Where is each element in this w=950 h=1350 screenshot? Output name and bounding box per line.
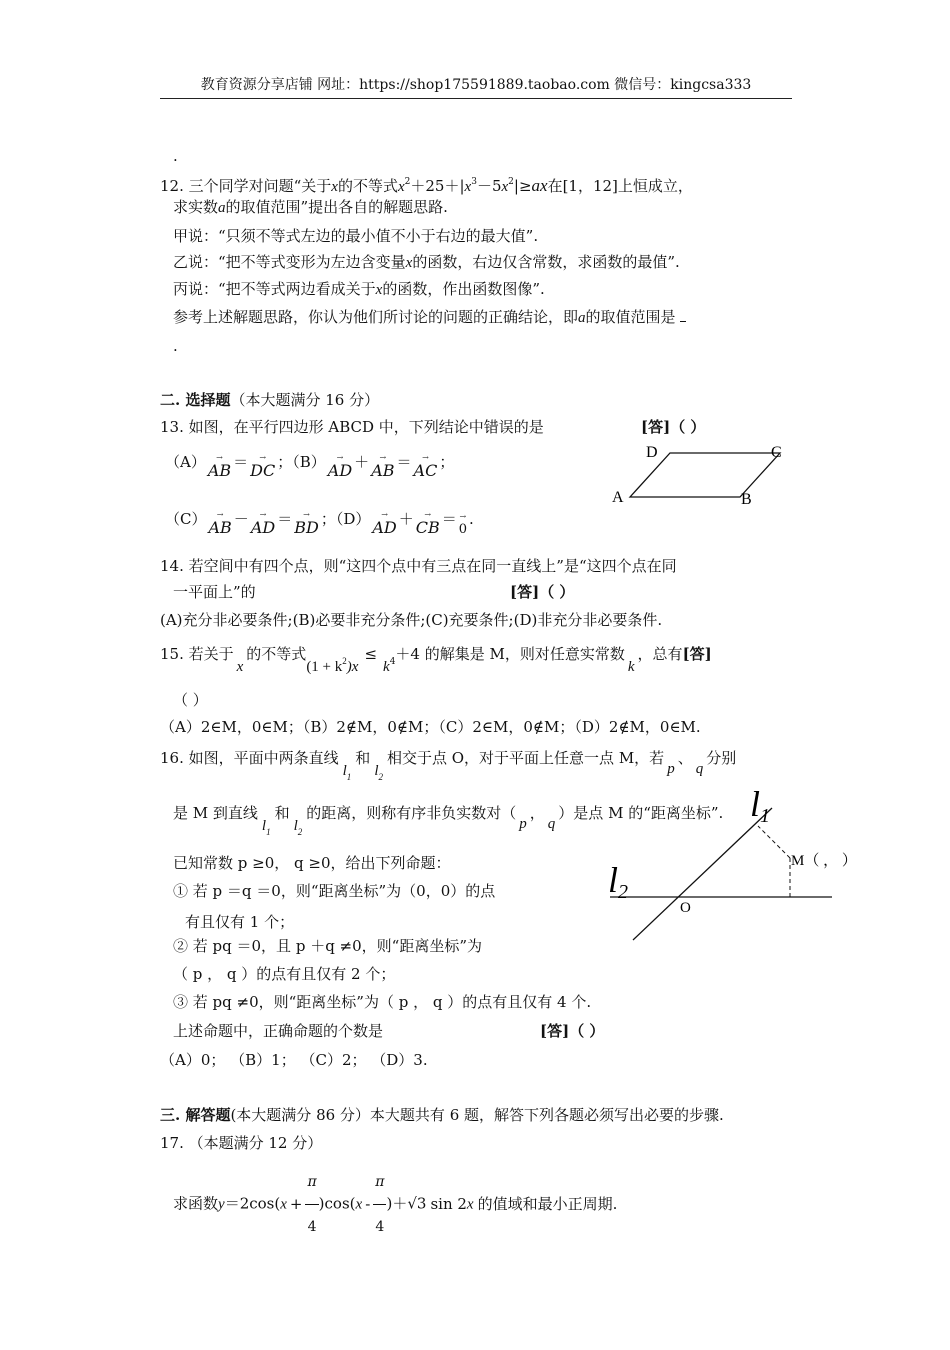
q16-ask: 上述命题中，正确命题的个数是 — [173, 1022, 384, 1040]
q16-prop1b: 有且仅有 1 个； — [185, 913, 295, 931]
var-x: x — [280, 1196, 287, 1213]
var-x: x — [397, 179, 405, 195]
cos-func: cos( — [249, 1194, 281, 1213]
q14-answer[interactable]: [答]（ ） — [510, 583, 575, 601]
section3-title: 三. 解答题 — [160, 1106, 231, 1124]
var-y: y — [218, 1196, 225, 1213]
q16-prop1a: ① 若 p ＝q ＝0，则“距离坐标”为（0，0）的点 — [173, 882, 496, 900]
q15-answer[interactable]: [答] — [682, 645, 712, 663]
var-x: x — [464, 179, 472, 195]
minus-sign: － — [233, 510, 249, 528]
q12-yi — [173, 252, 680, 273]
perpendicular-to-l1 — [758, 826, 790, 858]
q17-text: 求函数 — [173, 1194, 219, 1213]
section2-title: 二. 选择题 — [160, 391, 231, 409]
q16-line3: 已知常数 p ≥0， q ≥0，给出下列命题： — [173, 854, 451, 872]
subscript: 2 — [297, 827, 303, 837]
l1-label: l1 — [750, 784, 771, 827]
var-l: l — [261, 818, 267, 834]
q15-text: 的不等式 — [246, 645, 307, 663]
exponent: 2 — [404, 177, 411, 187]
q16-text: 相交于点 O，对于平面上任意一点 M，若 — [386, 749, 665, 767]
q12-text: 的取值范围是 — [585, 308, 676, 326]
vertex-A-label: A — [612, 489, 624, 506]
var-l1 — [261, 818, 271, 837]
vector-label: AB — [208, 518, 232, 537]
vector-label: BD — [294, 518, 319, 537]
q15-options: （A）2∈M，0∈M；（B）2∉M，0∉M；（C）2∈M，0∉M；（D）2∉M，0∈M. — [160, 718, 701, 736]
q12-dot-top: . — [173, 147, 178, 165]
subscript: 1 — [346, 772, 352, 782]
q16-text: 和 — [274, 804, 290, 822]
equals-sign: ＝ — [233, 453, 249, 471]
q12-text: 的函数，作出函数图像”. — [382, 280, 545, 298]
section2-note: （本大题满分 16 分） — [230, 391, 380, 409]
q16-text: 的距离，则称有序非负实数对（ — [306, 804, 517, 822]
exponent: 2 — [508, 177, 514, 187]
q13-answer[interactable]: [答]（ ） — [641, 418, 706, 436]
q15-expression — [306, 656, 359, 675]
q12-text: 12. 三个同学对问题“关于 — [160, 177, 332, 195]
q15-line1 — [160, 639, 712, 679]
vector-label: AB — [371, 461, 395, 480]
var-k: k — [383, 659, 390, 675]
period: . — [469, 510, 474, 528]
q16-text: 和 — [355, 749, 371, 767]
subscript: 1 — [266, 827, 271, 837]
var-a: a — [218, 200, 226, 216]
q12-text: －5 — [476, 177, 502, 195]
var-a: a — [578, 310, 586, 326]
q12-line2 — [173, 197, 448, 218]
q16-prop2a: ② 若 pq ＝0，且 p ＋q ≠0，则“距离坐标”为 — [173, 937, 483, 955]
vector-CB: → CB — [415, 510, 440, 537]
vector-label: AD — [250, 518, 276, 537]
var-x: x — [236, 659, 244, 675]
vector-label: AB — [207, 461, 232, 480]
vertex-C-label: C — [771, 444, 782, 461]
exponent: 4 — [389, 657, 396, 667]
equals-sign: ＝ — [441, 510, 457, 528]
vector-AD: → AD — [327, 453, 353, 480]
q12-text: 丙说：“把不等式两边看成关于 — [173, 280, 376, 298]
section3-note: (本大题满分 86 分）本大题共有 6 题，解答下列各题必须写出必要的步骤. — [230, 1106, 724, 1124]
var-x: x — [405, 255, 413, 271]
q12-text: 参考上述解题思路，你认为他们所讨论的问题的正确结论，即 — [173, 308, 579, 326]
semicolon: ； — [439, 453, 455, 471]
q16-text: ， — [529, 804, 545, 822]
var-p: p — [519, 816, 527, 832]
plus-sign: + — [289, 1194, 303, 1213]
point-O-label: O — [680, 900, 691, 916]
close-paren: ) — [386, 1194, 393, 1213]
vector-label: AD — [372, 518, 397, 537]
var-x: x — [501, 179, 509, 195]
subscript: 2 — [378, 772, 383, 782]
q12-text: 的不等式 — [337, 177, 398, 195]
option-C-label: （C） — [165, 510, 207, 528]
page-header: 教育资源分享店铺 网址：https://shop175591889.taobao.com 微信号：kingcsa333 — [160, 74, 792, 99]
q14-line1: 14. 若空间中有四个点，则“这四个点中有三点在同一直线上”是“这四个点在同 — [160, 557, 677, 575]
var-x: x — [355, 1196, 363, 1213]
q16-text: 16. 如图，平面中两条直线 — [160, 749, 339, 767]
denominator: 4 — [307, 1219, 317, 1235]
q12-dot-end: . — [173, 337, 178, 355]
exponent: 3 — [471, 177, 477, 187]
q16-text: ）是点 M 的“距离坐标”. — [558, 804, 724, 822]
q13-stem: 13. 如图，在平行四边形 ABCD 中，下列结论中错误的是 — [160, 418, 544, 436]
point-M-label: M（ ， ） — [791, 853, 857, 869]
q17-function-line — [173, 1160, 618, 1235]
sqrt-3: √3 — [407, 1194, 427, 1213]
exponent: 2 — [342, 656, 347, 666]
option-D-label: ；（D） — [320, 510, 371, 528]
q17-head: 17. （本题满分 12 分） — [160, 1134, 323, 1152]
vertex-D-label: D — [646, 444, 658, 461]
q15-text: 15. 若关于 — [160, 645, 234, 663]
q16-text: 分别 — [706, 749, 737, 767]
equals-sign: ＝ — [277, 510, 293, 528]
vector-label: CB — [415, 518, 440, 537]
l2-label: l2 — [608, 860, 629, 903]
q13-options-row1 — [165, 446, 454, 486]
answer-blank[interactable] — [680, 321, 686, 322]
vector-BD: → BD — [294, 510, 319, 537]
expr-part: )x — [346, 659, 359, 675]
leq-sign: ≤ — [364, 645, 378, 663]
q17-text: ＝2 — [224, 1194, 250, 1213]
option-B-label: ；（B） — [277, 453, 326, 471]
q12-bing — [173, 279, 545, 300]
fraction-pi-over-4 — [305, 1160, 318, 1249]
q15-answer-paren[interactable]: （ ） — [173, 691, 208, 709]
q16-answer[interactable]: [答]（ ） — [540, 1022, 605, 1040]
vertex-B-label: B — [741, 491, 752, 508]
q14-line2: 一平面上”的 — [173, 583, 256, 601]
q12-text: 求实数 — [173, 198, 219, 216]
q12-jia: 甲说：“只须不等式左边的最小值不小于右边的最大值”. — [173, 227, 539, 245]
q16-text: 是 M 到直线 — [173, 804, 258, 822]
q16-text: 、 — [677, 749, 693, 767]
q12-text: ＋25＋| — [410, 177, 465, 195]
var-l2 — [293, 818, 303, 837]
var-l: l — [374, 763, 379, 779]
q16-options: （A）0； （B）1； （C）2； （D）3. — [160, 1051, 428, 1069]
vector-label: AC — [413, 461, 438, 480]
var-ax: ax — [531, 176, 548, 195]
var-l1 — [342, 763, 352, 782]
expr-part: (1 + k — [306, 659, 343, 675]
vector-DC: → DC — [250, 453, 276, 480]
var-x: x — [466, 1196, 474, 1213]
var-l: l — [342, 763, 347, 779]
q15-text: ＋4 的解集是 M，则对任意实常数 — [395, 645, 625, 663]
fraction-pi-over-4 — [373, 1160, 386, 1249]
vector-AC: → AC — [413, 453, 438, 480]
var-x: x — [375, 282, 383, 298]
vector-zero: → 0 — [458, 512, 468, 537]
vector-AD: → AD — [250, 510, 276, 537]
section3-heading — [160, 1105, 724, 1125]
plus-sign: ＋ — [354, 453, 370, 471]
q12-ref — [173, 307, 686, 328]
q15-text: ，总有 — [637, 645, 683, 663]
var-q: q — [695, 761, 704, 777]
equals-sign: ＝ — [396, 453, 412, 471]
q12-text: 的取值范围”提出各自的解题思路. — [225, 198, 448, 216]
vector-AB: → AB — [207, 453, 232, 480]
q14-options: (A)充分非必要条件;(B)必要非充分条件;(C)充要条件;(D)非充分非必要条件. — [160, 611, 663, 629]
q17-text: 的值域和最小正周期. — [477, 1194, 618, 1213]
vector-label: DC — [250, 461, 276, 480]
plus-sign: ＋ — [392, 1194, 408, 1213]
distance-coordinate-figure — [600, 780, 870, 950]
denominator: 4 — [375, 1219, 385, 1235]
q16-prop2b: （ p ， q ）的点有且仅有 2 个； — [173, 965, 396, 983]
var-l: l — [293, 818, 298, 834]
vector-AB: → AB — [208, 510, 232, 537]
minus-sign: - — [365, 1194, 371, 1213]
vector-AB: → AB — [371, 453, 395, 480]
numerator: π — [305, 1160, 318, 1205]
option-A-label: （A） — [165, 453, 206, 471]
var-p: p — [667, 761, 675, 777]
var-l2 — [374, 763, 383, 782]
vector-label: AD — [327, 461, 353, 480]
cos-func: )cos( — [318, 1194, 356, 1213]
plus-sign: ＋ — [398, 510, 414, 528]
q16-prop3: ③ 若 pq ≠0，则“距离坐标”为（ p ， q ）的点有且仅有 4 个. — [173, 993, 592, 1011]
var-x: x — [331, 179, 338, 195]
q12-line1 — [160, 172, 693, 197]
parallelogram-figure — [605, 440, 795, 510]
q12-text: |≥ — [513, 177, 532, 195]
line-l1 — [633, 808, 772, 940]
vector-AD: → AD — [372, 510, 397, 537]
section2-heading — [160, 390, 379, 410]
q12-text: 在[1，12]上恒成立， — [547, 177, 693, 195]
sin-func: sin 2 — [430, 1194, 467, 1213]
var-k: k — [627, 659, 635, 675]
q12-text: 乙说：“把不等式变形为左边含变量 — [173, 253, 406, 271]
numerator: π — [373, 1160, 386, 1205]
var-q: q — [547, 816, 556, 832]
vector-label: 0 — [458, 522, 468, 537]
q12-text: 的函数，右边仅含常数，求函数的最值”. — [412, 253, 680, 271]
q13-options-row2 — [165, 503, 474, 543]
